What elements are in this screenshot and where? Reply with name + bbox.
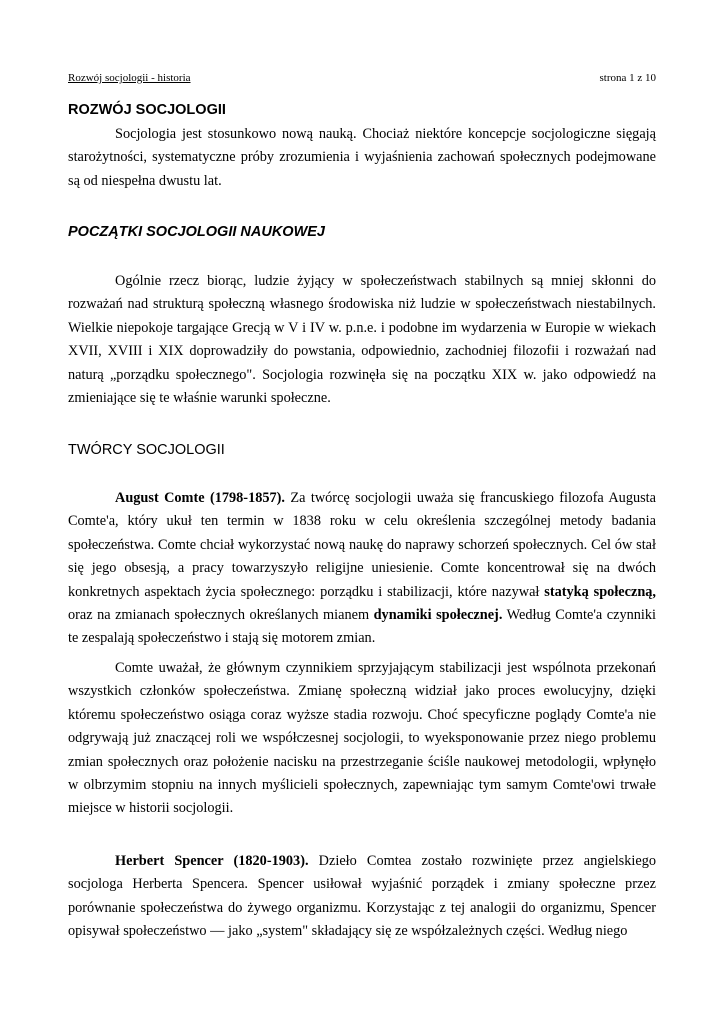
comte-text-b: oraz na zmianach społecznych określanych mianem: [68, 607, 374, 624]
comte-name: August Comte (1798-1857).: [115, 490, 286, 506]
comte-paragraph-2: Comte uważał, że głównym czynnikiem sprzyjającym stabilizacji jest wspólnota przekonań wszystkich członków społeczeństwa. Zmianę społeczną widział jako proces ewolucyjny, dzięki któremu społeczeństwo osiąga coraz wyższe stadia rozwoju. Choć specyficzne poglądy Comte'a nie odgrywają już znaczącej roli we współczesnej socjologii, to wyeksponowanie przez niego problemu zmian społecznych oraz położenie nacisku na przestrzeganie ściśle naukowej metodologii, wpłynęło w olbrzymim stopniu na innych myślicieli społecznych, zapewniając tym samym Comte'owi trwałe miejsce w historii socjologii.: [68, 660, 656, 817]
poczatki-paragraph: Ogólnie rzecz biorąc, ludzie żyjący w społeczeństwach stabilnych są mniej skłonni do rozważań nad strukturą społeczną własnego środowiska niż ludzie w społeczeństwach niestabilnych. Wielkie niepokoje targające Grecją w V i IV w. p.n.e. i podobne im wydarzenia w Europie w wiekach XVII, XVIII i XIX doprowadziły do powstania, odpowiednio, zachodniej filozofii i rozważań nad naturą „porządku społecznego". Socjologia rozwinęła się na początku XIX w. jako odpowiedź na zmieniające się te właśnie warunki społeczne.: [68, 273, 656, 407]
term-statyka: statyką społeczną,: [544, 583, 656, 600]
comte-text-c: Według Comte'a czynniki te zespalają społeczeństwo i stają się motorem zmian.: [68, 607, 656, 647]
spencer-paragraph: [68, 850, 656, 944]
intro-paragraph: Socjologia jest stosunkowo nową nauką. Chociaż niektóre koncepcje socjologiczne sięgają starożytności, systematyczne próby zrozumienia i wyjaśnienia zachowań społecznych podejmowane są od niespełna dwustu lat.: [68, 126, 656, 189]
term-dynamika: dynamiki społecznej.: [373, 607, 503, 624]
section-title-tworcy: TWÓRCY SOCJOLOGII: [68, 442, 225, 458]
header-document-title: Rozwój socjologii - historia: [68, 72, 191, 84]
comte-paragraph: [68, 487, 656, 651]
spencer-text: Dzieło Comtea zostało rozwinięte przez angielskiego socjologa Herberta Spencera. Spencer usiłował wyjaśnić porządek i zmiany społeczne przez porównanie społeczeństwa do żywego organizmu. Korzystając z tej analogii do organizmu, Spencer opisywał społeczeństwo — jako „system" składający się ze współzależnych części. Według niego: [68, 853, 657, 940]
comte-text-a: Za twórcę socjologii uważa się francuskiego filozofa Augusta Comte'a, który ukuł ten termin w 1838 roku w celu określenia szczególnej metody badania społeczeństwa. Comte chciał wykorzystać nową naukę do naprawy schorzeń społecznych. Cel ów stał się jego obsesją, a pracy towarzyszyło religijne uniesienie. Comte koncentrował się na dwóch konkretnych aspektach życia społecznego: porządku i stabilizacji, które nazywał: [68, 490, 656, 600]
running-header: [68, 70, 656, 86]
spencer-name: Herbert Spencer (1820-1903).: [115, 853, 309, 869]
header-page-number: strona 1 z 10: [599, 72, 656, 84]
section-title-poczatki: POCZĄTKI SOCJOLOGII NAUKOWEJ: [68, 224, 325, 240]
section-title-rozwoj: ROZWÓJ SOCJOLOGII: [68, 102, 226, 118]
